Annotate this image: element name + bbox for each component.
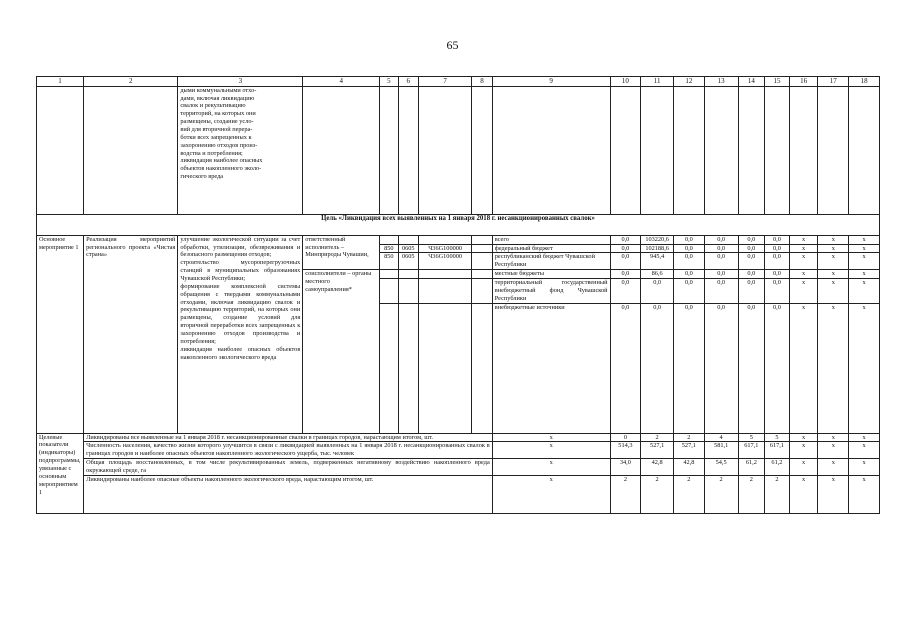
- rz-cell: [398, 270, 418, 279]
- executor-responsible: ответственный исполнитель – Минприроды Чувашии,: [303, 235, 380, 269]
- value-cell: 0,0: [610, 279, 641, 304]
- value-cell: 527,1: [641, 442, 674, 459]
- grbs-cell: [380, 270, 398, 279]
- indicator-x: x: [492, 442, 610, 459]
- value-cell: x: [849, 459, 880, 476]
- value-cell: 0,0: [738, 244, 765, 253]
- col-number: 9: [492, 77, 610, 87]
- col-number: 18: [849, 77, 880, 87]
- value-cell: x: [849, 433, 880, 442]
- funding-source: федеральный бюджет: [492, 244, 610, 253]
- value-cell: 0,0: [641, 279, 674, 304]
- vr-cell: [472, 279, 492, 304]
- indicator-x: x: [492, 459, 610, 476]
- value-cell: 2: [641, 475, 674, 513]
- csr-cell: [419, 303, 472, 433]
- page-number: 65: [446, 38, 459, 52]
- value-cell: 617,1: [765, 442, 790, 459]
- value-cell: 0,0: [674, 279, 705, 304]
- value-cell: 2: [765, 475, 790, 513]
- value-cell: 0,0: [704, 270, 738, 279]
- value-cell: 0,0: [765, 235, 790, 244]
- value-cell: x: [849, 270, 880, 279]
- col-number: 8: [472, 77, 492, 87]
- indicator-row: [37, 459, 880, 476]
- col-number: 4: [303, 77, 380, 87]
- value-cell: x: [818, 235, 849, 244]
- vr-cell: [472, 270, 492, 279]
- value-cell: x: [789, 270, 818, 279]
- value-cell: 0,0: [704, 303, 738, 433]
- value-cell: 54,5: [704, 459, 738, 476]
- col-number: 7: [419, 77, 472, 87]
- value-cell: 0,0: [674, 244, 705, 253]
- value-cell: x: [789, 279, 818, 304]
- goal-row: [37, 214, 880, 235]
- value-cell: 0,0: [738, 253, 765, 270]
- col-number: 5: [380, 77, 398, 87]
- grbs-cell: [380, 235, 398, 244]
- value-cell: 86,6: [641, 270, 674, 279]
- value-cell: x: [789, 235, 818, 244]
- value-cell: 5: [738, 433, 765, 442]
- goal-title: Цель «Ликвидация всех выявленных на 1 января 2018 г. несанкционированных свалок»: [37, 214, 880, 235]
- value-cell: 5: [765, 433, 790, 442]
- grbs-cell: [380, 279, 398, 304]
- indicator-x: x: [492, 475, 610, 513]
- value-cell: x: [849, 475, 880, 513]
- activity-row: [37, 235, 880, 244]
- value-cell: x: [818, 442, 849, 459]
- value-cell: x: [849, 235, 880, 244]
- value-cell: x: [818, 303, 849, 433]
- grbs-cell: 850: [380, 244, 398, 253]
- grbs-cell: 850: [380, 253, 398, 270]
- value-cell: x: [789, 244, 818, 253]
- value-cell: 2: [674, 475, 705, 513]
- value-cell: x: [849, 253, 880, 270]
- funding-source: территориальный государственный внебюджетный фонд Чувашской Республики: [492, 279, 610, 304]
- value-cell: x: [818, 244, 849, 253]
- vr-cell: [472, 253, 492, 270]
- activity-project: Реализация мероприятий регионального проекта «Чистая страна»: [84, 235, 178, 433]
- value-cell: x: [818, 433, 849, 442]
- value-cell: x: [818, 279, 849, 304]
- value-cell: x: [789, 475, 818, 513]
- grbs-cell: [380, 303, 398, 433]
- value-cell: x: [818, 253, 849, 270]
- col-number: 3: [178, 77, 303, 87]
- value-cell: 0,0: [641, 303, 674, 433]
- value-cell: 0,0: [610, 235, 641, 244]
- funding-source: всего: [492, 235, 610, 244]
- value-cell: x: [789, 459, 818, 476]
- value-cell: 0,0: [738, 270, 765, 279]
- csr-cell: [419, 270, 472, 279]
- value-cell: 581,1: [704, 442, 738, 459]
- value-cell: x: [789, 253, 818, 270]
- column-number-row: [37, 77, 880, 87]
- continuation-row: [37, 86, 880, 214]
- vr-cell: [472, 244, 492, 253]
- value-cell: 0,0: [765, 279, 790, 304]
- funding-source: внебюджетные источники: [492, 303, 610, 433]
- value-cell: 103220,6: [641, 235, 674, 244]
- indicator-text: Ликвидированы наиболее опасные объекты накопленного экологического вреда, нарастающим итогом, шт.: [84, 475, 493, 513]
- value-cell: 0,0: [738, 303, 765, 433]
- value-cell: 0,0: [765, 244, 790, 253]
- value-cell: 0: [610, 433, 641, 442]
- col-number: 14: [738, 77, 765, 87]
- funding-source: местные бюджеты: [492, 270, 610, 279]
- value-cell: 527,1: [674, 442, 705, 459]
- vr-cell: [472, 303, 492, 433]
- value-cell: 0,0: [610, 270, 641, 279]
- value-cell: 0,0: [610, 244, 641, 253]
- executor-co: соисполнители – органы местного самоуправления*: [303, 270, 380, 433]
- value-cell: x: [789, 433, 818, 442]
- value-cell: 2: [704, 475, 738, 513]
- value-cell: 0,0: [674, 235, 705, 244]
- rz-cell: [398, 279, 418, 304]
- value-cell: x: [849, 244, 880, 253]
- indicator-x: x: [492, 433, 610, 442]
- indicator-text: Общая площадь восстановленных, в том числе рекультивированных земель, подверженных негативному воздействию накопленного вреда окружающей среде, га: [84, 459, 493, 476]
- rz-cell: 0605: [398, 244, 418, 253]
- value-cell: 61,2: [738, 459, 765, 476]
- value-cell: x: [849, 303, 880, 433]
- value-cell: 2: [738, 475, 765, 513]
- value-cell: 102188,6: [641, 244, 674, 253]
- vr-cell: [472, 235, 492, 244]
- value-cell: x: [789, 303, 818, 433]
- indicators-label: Целевые показатели (индикаторы) подпрограммы, увязанные с основным мероприятием 1: [37, 433, 84, 513]
- activity-description: улучшение экологической ситуации за счет обработки, утилизации, обезвреживания и безопасного размещения отходов; строительство мусороперегрузочных станций в муниципальных образованиях Чувашской Республики; формирование комплексной системы обращения с твердыми коммунальными отходами, включая ликвидацию свалок и рекультивацию территорий, на которых они размещены, создание условий для вторичной переработки всех запрещенных к захоронению отходов производства и потребления; ликвидация наиболее опасных объектов накопленного экологического вреда: [178, 235, 303, 433]
- indicator-text: Ликвидированы все выявленные на 1 января 2018 г. несанкционированные свалки в границах городов, нарастающим итогом, шт.: [84, 433, 493, 442]
- col-number: 17: [818, 77, 849, 87]
- continuation-text: дыми коммунальными отхо- дами, включая ликвидацию свалок и рекультивацию территорий, на которых они размещены, создание усло- вий для вторичной перера- ботки всех запрещенных к захоронению отходов произ- водства и потребления; ликвидация наиболее опасных объектов накопленного эколо- гического вреда: [178, 86, 303, 214]
- indicator-row: [37, 442, 880, 459]
- col-number: 6: [398, 77, 418, 87]
- value-cell: 0,0: [610, 303, 641, 433]
- value-cell: 0,0: [765, 253, 790, 270]
- indicator-text: Численность населения, качество жизни которого улучшится в связи с ликвидацией выявленных на 1 января 2018 г. несанкционированных свалок в границах городов и наиболее опасных объектов накопленного экологического ущерба, тыс. человек: [84, 442, 493, 459]
- value-cell: 0,0: [704, 235, 738, 244]
- value-cell: x: [818, 270, 849, 279]
- value-cell: 42,8: [641, 459, 674, 476]
- col-number: 11: [641, 77, 674, 87]
- value-cell: 42,8: [674, 459, 705, 476]
- value-cell: x: [789, 442, 818, 459]
- value-cell: x: [849, 442, 880, 459]
- value-cell: 0,0: [765, 270, 790, 279]
- value-cell: x: [818, 459, 849, 476]
- indicator-row: [37, 433, 880, 442]
- value-cell: 34,0: [610, 459, 641, 476]
- col-number: 10: [610, 77, 641, 87]
- col-number: 2: [84, 77, 178, 87]
- value-cell: 0,0: [738, 235, 765, 244]
- csr-cell: [419, 235, 472, 244]
- value-cell: 514,3: [610, 442, 641, 459]
- program-table: [36, 76, 880, 514]
- value-cell: 0,0: [704, 253, 738, 270]
- rz-cell: 0605: [398, 253, 418, 270]
- value-cell: 4: [704, 433, 738, 442]
- value-cell: 0,0: [738, 279, 765, 304]
- rz-cell: [398, 235, 418, 244]
- value-cell: 0,0: [674, 270, 705, 279]
- value-cell: 2: [674, 433, 705, 442]
- col-number: 16: [789, 77, 818, 87]
- indicator-row: [37, 475, 880, 513]
- value-cell: 0,0: [704, 279, 738, 304]
- value-cell: 0,0: [765, 303, 790, 433]
- activity-name: Основное мероприятие 1: [37, 235, 84, 433]
- csr-cell: Ч36G100000: [419, 244, 472, 253]
- value-cell: 0,0: [610, 253, 641, 270]
- col-number: 1: [37, 77, 84, 87]
- value-cell: 2: [641, 433, 674, 442]
- value-cell: 617,1: [738, 442, 765, 459]
- col-number: 15: [765, 77, 790, 87]
- col-number: 13: [704, 77, 738, 87]
- value-cell: 0,0: [674, 303, 705, 433]
- csr-cell: [419, 279, 472, 304]
- value-cell: 2: [610, 475, 641, 513]
- csr-cell: Ч36G100000: [419, 253, 472, 270]
- value-cell: 0,0: [704, 244, 738, 253]
- funding-source: республиканский бюджет Чувашской Республики: [492, 253, 610, 270]
- value-cell: 945,4: [641, 253, 674, 270]
- value-cell: x: [849, 279, 880, 304]
- value-cell: 61,2: [765, 459, 790, 476]
- col-number: 12: [674, 77, 705, 87]
- value-cell: 0,0: [674, 253, 705, 270]
- value-cell: x: [818, 475, 849, 513]
- rz-cell: [398, 303, 418, 433]
